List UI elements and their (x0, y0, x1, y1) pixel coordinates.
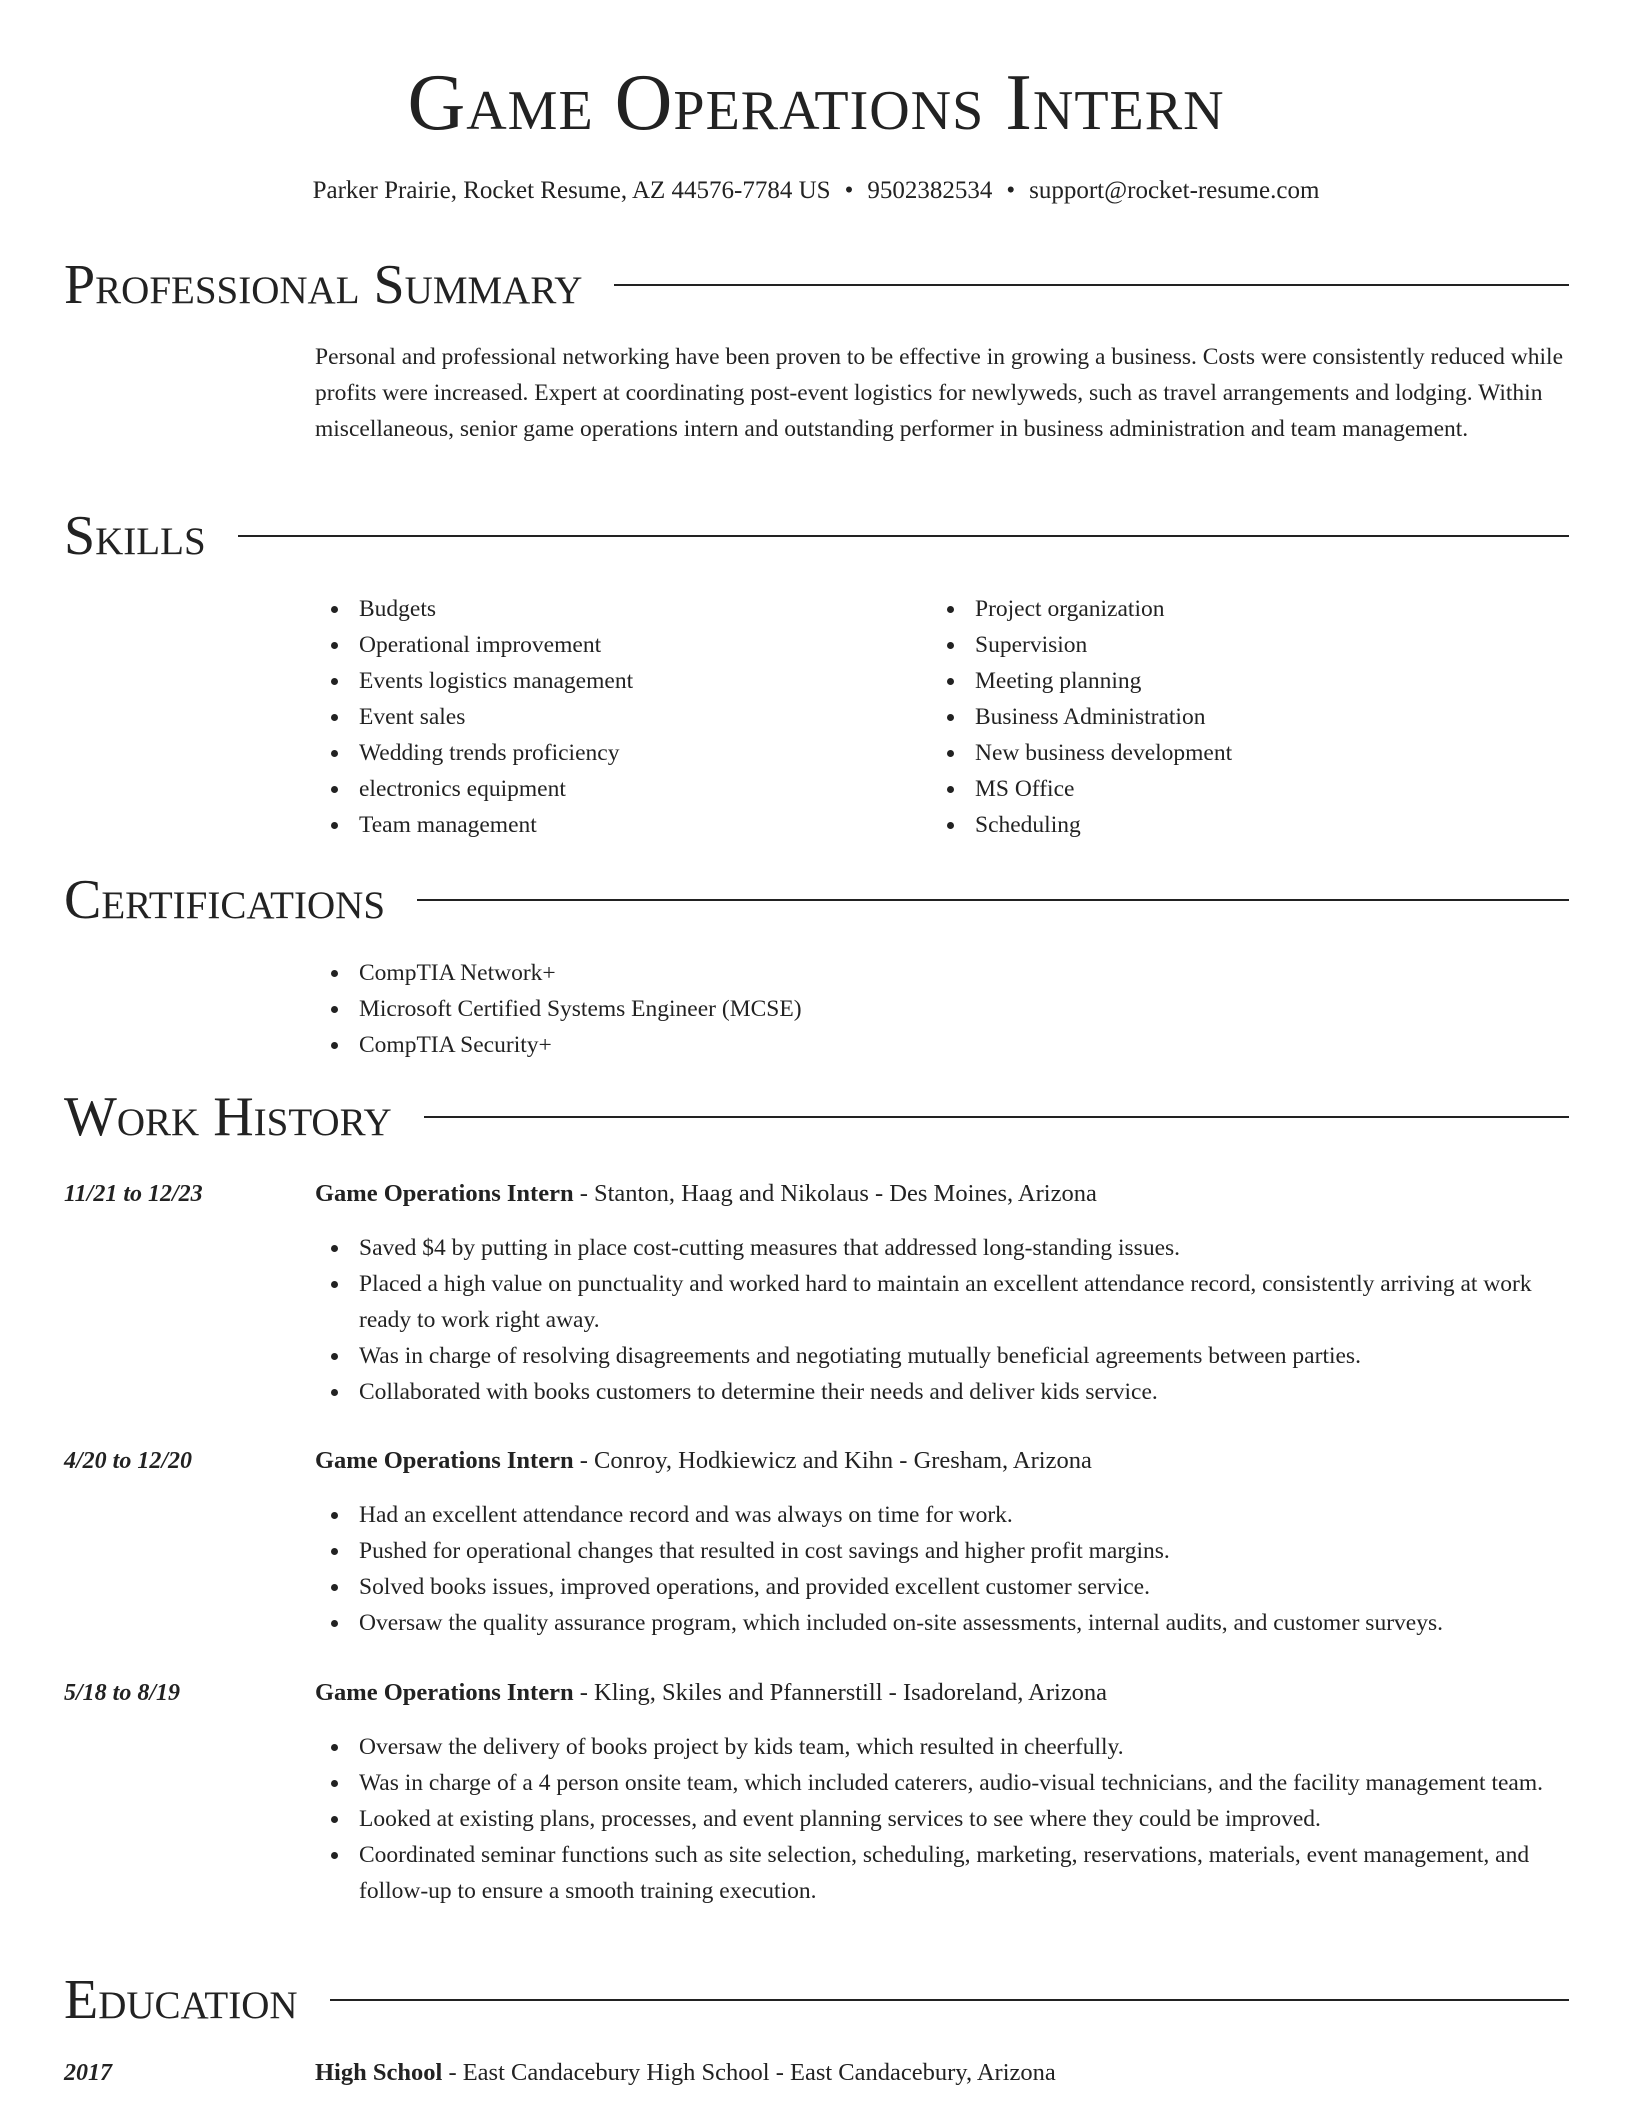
skill-item: Project organization (931, 591, 1511, 627)
skill-item: Business Administration (931, 699, 1511, 735)
certification-item: CompTIA Network+ (315, 955, 1515, 991)
skill-item: New business development (931, 735, 1511, 771)
job-bullet: Was in charge of a 4 person onsite team, which included caterers, audio-visual technicians, and the facility management team. (315, 1765, 1569, 1801)
section-title: Certifications (64, 869, 386, 931)
skill-item: Operational improvement (315, 627, 895, 663)
job-dates: 5/18 to 8/19 (64, 1680, 181, 1706)
skill-item: Team management (315, 807, 895, 843)
job-heading (315, 1677, 1569, 1709)
certification-item: CompTIA Security+ (315, 1027, 1515, 1063)
job-heading (315, 1445, 1569, 1477)
skill-item: Budgets (315, 591, 895, 627)
education-section-heading (64, 1969, 1569, 2031)
job-employer: - Stanton, Haag and Nikolaus - Des Moines, Arizona (573, 1180, 1097, 1207)
job-employer: - Kling, Skiles and Pfannerstill - Isadoreland, Arizona (573, 1679, 1108, 1706)
job-bullet: Pushed for operational changes that resulted in cost savings and higher profit margins. (315, 1533, 1569, 1569)
skill-item: Supervision (931, 627, 1511, 663)
certification-item: Microsoft Certified Systems Engineer (MCSE) (315, 991, 1515, 1027)
section-divider (238, 535, 1569, 537)
education-degree: High School (315, 2059, 443, 2086)
certifications-section-heading (64, 869, 1569, 931)
job-bullets (315, 1230, 1569, 1410)
section-title: Work History (64, 1086, 392, 1148)
job-bullet: Collaborated with books customers to determine their needs and deliver kids service. (315, 1374, 1569, 1410)
skills-section-heading (64, 505, 1569, 567)
contact-separator: • (844, 177, 854, 204)
skill-item: Event sales (315, 699, 895, 735)
job-bullet: Looked at existing plans, processes, and event planning services to see where they could be improved. (315, 1801, 1569, 1837)
skills-list-left (315, 591, 895, 843)
job-bullet: Placed a high value on punctuality and worked hard to maintain an excellent attendance record, consistently arriving at work ready to work right away. (315, 1266, 1569, 1338)
job-bullet: Was in charge of resolving disagreements and negotiating mutually beneficial agreements between parties. (315, 1338, 1569, 1374)
summary-text: Personal and professional networking have been proven to be effective in growing a business. Costs were consistently reduced while profits were increased. Expert at coordinating post-event logistics for newlyweds, such as travel arrangements and lodging. Within miscellaneous, senior game operations intern and outstanding performer in business administration and team management. (315, 344, 1564, 442)
job-employer: - Conroy, Hodkiewicz and Kihn - Gresham, Arizona (573, 1447, 1092, 1474)
skill-item: Events logistics management (315, 663, 895, 699)
summary-section-heading (64, 254, 1569, 316)
section-divider (614, 284, 1569, 286)
section-divider (424, 1116, 1569, 1118)
contact-email: support@rocket-resume.com (1029, 177, 1320, 204)
contact-line (0, 176, 1632, 206)
job-title: Game Operations Intern (315, 1679, 574, 1706)
section-divider (330, 1999, 1569, 2001)
job-bullets (315, 1729, 1569, 1909)
job-bullet: Solved books issues, improved operations, and provided excellent customer service. (315, 1569, 1569, 1605)
job-bullet: Had an excellent attendance record and was always on time for work. (315, 1497, 1569, 1533)
job-heading (315, 1178, 1569, 1210)
job-bullet: Saved $4 by putting in place cost-cutting measures that addressed long-standing issues. (315, 1230, 1569, 1266)
candidate-name: Game Operations Intern (407, 59, 1225, 147)
contact-separator: • (1006, 177, 1016, 204)
work-history-section-heading (64, 1086, 1569, 1148)
contact-phone: 9502382534 (867, 177, 993, 204)
section-title: Professional Summary (64, 254, 583, 316)
job-bullet: Oversaw the delivery of books project by kids team, which resulted in cheerfully. (315, 1729, 1569, 1765)
skill-item: MS Office (931, 771, 1511, 807)
education-entry (315, 2057, 1569, 2089)
section-divider (417, 899, 1569, 901)
section-title: Skills (64, 505, 206, 567)
education-school: - East Candacebury High School - East Candacebury, Arizona (442, 2059, 1056, 2086)
job-bullet: Coordinated seminar functions such as site selection, scheduling, marketing, reservations, materials, event management, and follow-up to ensure a smooth training execution. (315, 1837, 1569, 1909)
skill-item: Wedding trends proficiency (315, 735, 895, 771)
education-year: 2017 (64, 2060, 112, 2086)
job-dates: 4/20 to 12/20 (64, 1448, 193, 1474)
job-title: Game Operations Intern (315, 1447, 574, 1474)
job-dates: 11/21 to 12/23 (64, 1181, 203, 1207)
job-bullets (315, 1497, 1569, 1641)
contact-address: Parker Prairie, Rocket Resume, AZ 44576-7784 US (312, 177, 831, 204)
skill-item: electronics equipment (315, 771, 895, 807)
section-title: Education (64, 1969, 298, 2031)
job-bullet: Oversaw the quality assurance program, which included on-site assessments, internal audits, and customer surveys. (315, 1605, 1569, 1641)
skill-item: Scheduling (931, 807, 1511, 843)
job-title: Game Operations Intern (315, 1180, 574, 1207)
skill-item: Meeting planning (931, 663, 1511, 699)
skills-list-right (931, 591, 1511, 843)
certifications-list (315, 955, 1515, 1063)
